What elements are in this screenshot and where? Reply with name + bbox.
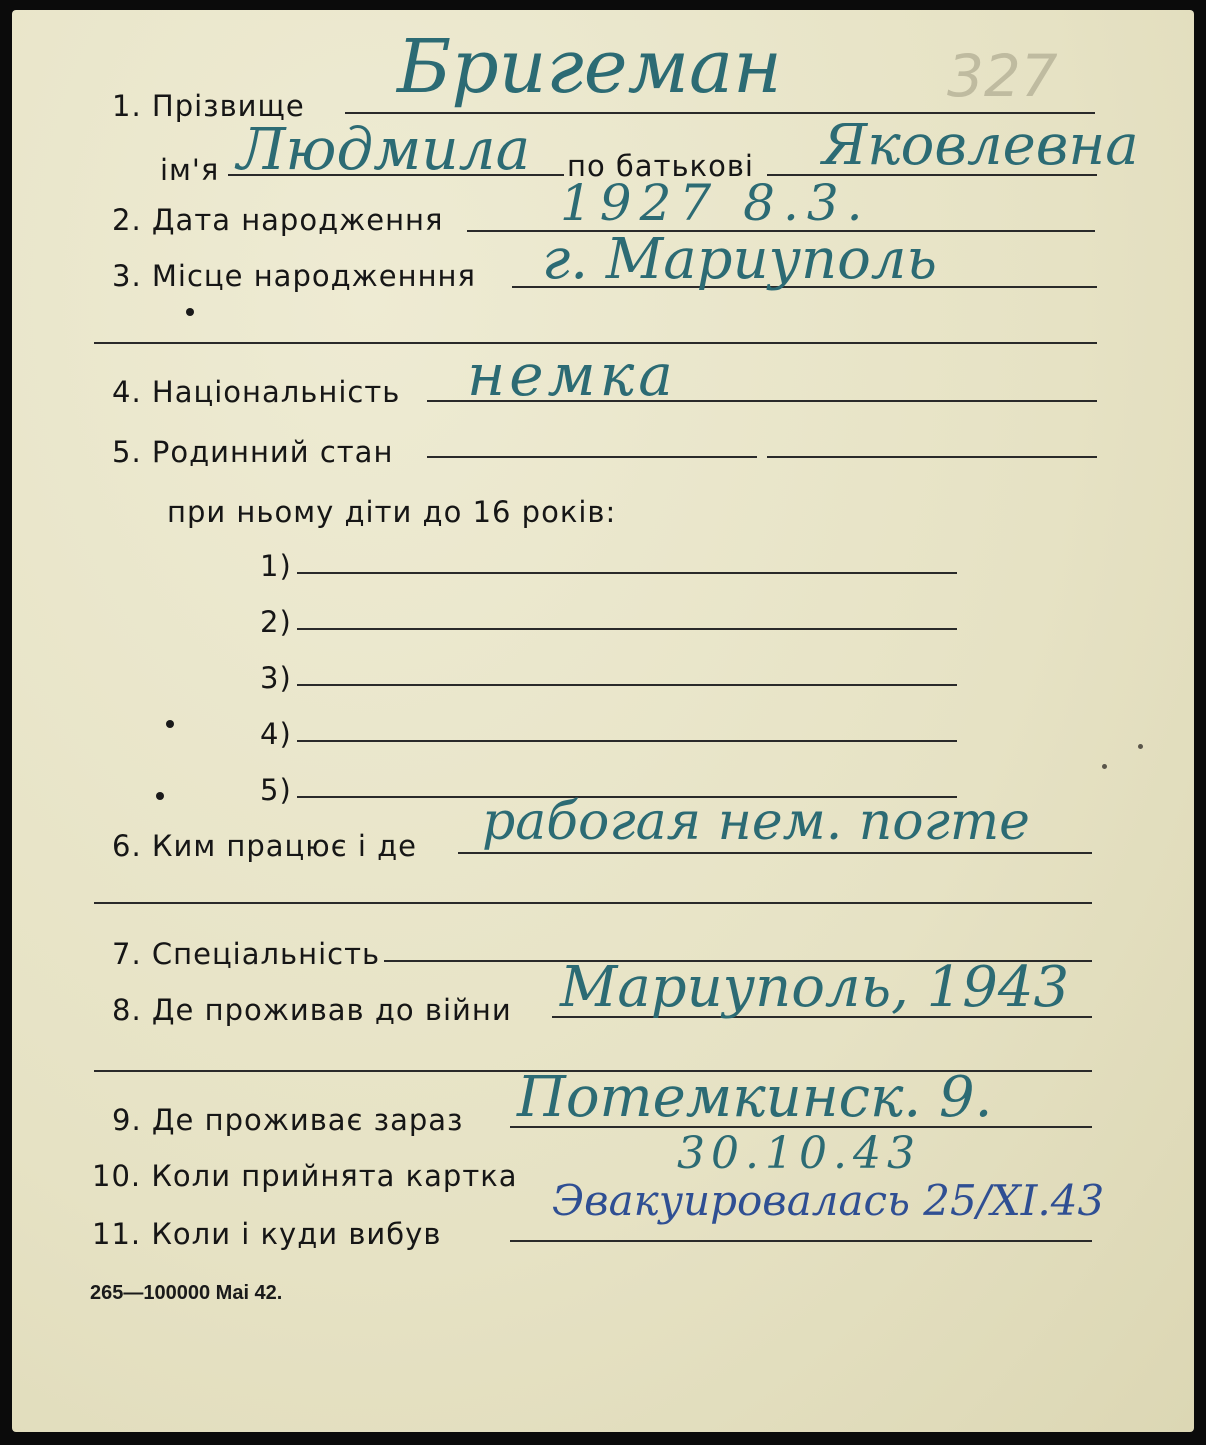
work-line xyxy=(458,852,1092,854)
family-line-b xyxy=(767,456,1097,458)
family-label: 5. Родинний стан xyxy=(112,435,394,469)
departed-line xyxy=(510,1240,1092,1242)
prewar-value: Мариуполь, 1943 xyxy=(560,955,1070,1020)
child-4-line xyxy=(297,740,957,742)
patronymic-label: по батькові xyxy=(567,149,754,183)
ink-dot xyxy=(156,792,164,800)
child-1-line xyxy=(297,572,957,574)
paper-speck xyxy=(1102,764,1107,769)
birthplace-value: г. Мариуполь xyxy=(542,227,937,292)
nationality-value: немка xyxy=(467,341,677,409)
registration-card xyxy=(12,10,1194,1432)
surname-label: 1. Прізвище xyxy=(112,89,305,123)
departed-label: 11. Коли і куди вибув xyxy=(92,1217,442,1251)
surname-value: Бригеман xyxy=(397,24,782,110)
birthdate-label: 2. Дата народження xyxy=(112,203,444,237)
patronymic-value: Яковлевна xyxy=(822,113,1139,178)
work-line-2 xyxy=(94,902,1092,904)
name-label: ім'я xyxy=(160,153,220,187)
current-label: 9. Де проживає зараз xyxy=(112,1103,464,1137)
current-value: Потемкинск. 9. xyxy=(517,1065,993,1130)
child-3-label: 3) xyxy=(260,661,292,695)
child-4-label: 4) xyxy=(260,717,292,751)
nationality-label: 4. Національність xyxy=(112,375,401,409)
departed-value: Эвакуировалась 25/XI.43 xyxy=(552,1176,1105,1225)
ink-dot xyxy=(186,308,194,316)
print-code: 265—100000 Mai 42. xyxy=(90,1282,283,1304)
work-value: рабогая нем. погте xyxy=(482,792,1030,852)
child-2-label: 2) xyxy=(260,605,292,639)
child-3-line xyxy=(297,684,957,686)
birthdate-value: 1927 8.3. xyxy=(560,174,871,232)
accepted-value: 30.10.43 xyxy=(677,1128,921,1179)
children-label: при ньому діти до 16 років: xyxy=(167,495,617,529)
archive-number: 327 xyxy=(947,42,1058,110)
child-1-label: 1) xyxy=(260,549,292,583)
name-value: Людмила xyxy=(237,115,531,183)
prewar-label: 8. Де проживав до війни xyxy=(112,993,512,1027)
specialty-label: 7. Спеціальність xyxy=(112,937,381,971)
child-5-label: 5) xyxy=(260,773,292,807)
work-label: 6. Ким працює і де xyxy=(112,829,418,863)
accepted-label: 10. Коли прийнята картка xyxy=(92,1159,518,1193)
child-2-line xyxy=(297,628,957,630)
paper-speck xyxy=(1138,744,1143,749)
ink-dot xyxy=(166,720,174,728)
birthplace-label: 3. Місце народженння xyxy=(112,259,476,293)
family-line-a xyxy=(427,456,757,458)
